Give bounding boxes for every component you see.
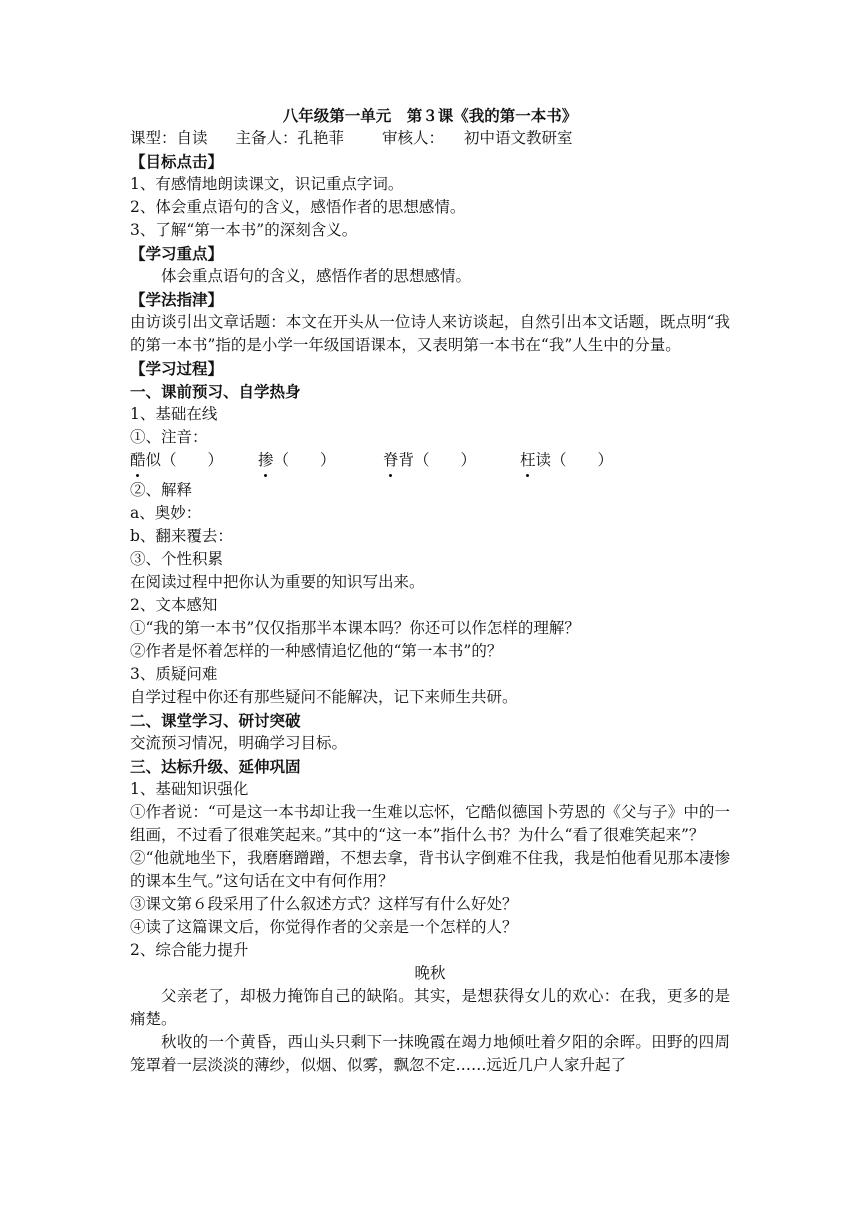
goal-item: 2、体会重点语句的含义，感悟作者的思想感情。 <box>130 198 466 216</box>
dotted-char: 掺 <box>258 449 274 472</box>
goal-item: 1、有感情地朗读课文，识记重点字词。 <box>130 175 404 193</box>
section2-text: 交流预习情况，明确学习目标。 <box>130 734 348 752</box>
focus-text: 体会重点语句的含义，感悟作者的思想感情。 <box>161 267 472 285</box>
doubt-text: 自学过程中你还有那些疑问不能解决，记下来师生共研。 <box>130 688 518 706</box>
section2-heading: 二、课堂学习、研讨突破 <box>130 711 301 730</box>
section3-heading: 三、达标升级、延伸巩固 <box>130 757 301 776</box>
accumulate-text: 在阅读过程中把你认为重要的知识写出来。 <box>130 573 425 591</box>
pinyin-blank: 似（ ） <box>145 451 224 469</box>
lesson-meta <box>130 127 730 150</box>
accumulate-label: ③、个性积累 <box>130 550 224 568</box>
doubt-label: 3、质疑问难 <box>130 665 218 683</box>
method-text: 由访谈引出文章话题：本文在开头从一位诗人来访谈起，自然引出本文话题，既点明“我的第一本书”指的是小学一年级国语课本，又表明第一本书在“我”人生中的分量。 <box>130 313 730 354</box>
lesson-reviewer: 初中语文教研室 <box>464 129 573 147</box>
dotted-char: 脊 <box>383 449 399 472</box>
pinyin-blank: （ ） <box>273 451 336 469</box>
goals-heading: 【目标点击】 <box>130 152 224 171</box>
method-heading: 【学法指津】 <box>130 290 224 309</box>
pinyin-blank: 读（ ） <box>535 451 614 469</box>
section3-basics: 1、基础知识强化 <box>130 780 249 798</box>
basics-label: 1、基础在线 <box>130 405 218 423</box>
reading-paragraph: 秋收的一个黄昏，西山头只剩下一抹晚霞在竭力地倾吐着夕阳的余晖。田野的四周笼罩着一层淡淡的薄纱，似烟、似雾，飘忽不定……远近几户人家升起了 <box>130 1033 730 1074</box>
lesson-preparer: 主备人：孔艳菲 <box>235 129 345 147</box>
pinyin-item <box>258 449 336 472</box>
pinyin-item <box>130 449 223 472</box>
explain-item: a、奥妙： <box>130 504 202 522</box>
lesson-type: 课型：自读 <box>130 129 208 147</box>
lesson-reviewer-label: 审核人： <box>382 129 445 147</box>
dotted-char: 酷 <box>130 449 146 472</box>
section3-question: ①作者说：“可是这一本书却让我一生难以忘怀，它酷似德国卜劳恩的《父与子》中的一组画，不过看了很难笑起来。”其中的“这一本”指什么书？为什么“看了很难笑起来”？ <box>130 803 730 844</box>
section3-question: ③课文第６段采用了什么叙述方式？这样写有什么好处？ <box>130 895 518 913</box>
section1-heading: 一、课前预习、自学热身 <box>130 382 301 401</box>
worksheet-page <box>130 104 730 1077</box>
focus-heading: 【学习重点】 <box>130 244 224 263</box>
reading-title: 晚秋 <box>414 964 446 982</box>
goal-item: 3、了解“第一本书”的深刻含义。 <box>130 221 358 239</box>
reading-paragraph: 父亲老了，却极力掩饰自己的缺陷。其实，是想获得女儿的欢心：在我，更多的是痛楚。 <box>130 987 730 1028</box>
pinyin-label: ①、注音： <box>130 428 208 446</box>
process-heading: 【学习过程】 <box>130 359 224 378</box>
perceive-question: ①“我的第一本书”仅仅指那半本课本吗？你还可以作怎样的理解？ <box>130 619 580 637</box>
perceive-question: ②作者是怀着怎样的一种感情追忆他的“第一本书”的？ <box>130 642 503 660</box>
pinyin-item <box>383 449 476 472</box>
explain-item: b、翻来覆去： <box>130 527 233 545</box>
section3-question: ②“他就地坐下，我磨磨蹭蹭，不想去拿，背书认字倒难不住我，我是怕他看见那本凄惨的课本生气。”这句话在文中有何作用？ <box>130 849 730 890</box>
ability-label: 2、综合能力提升 <box>130 941 249 959</box>
section3-question: ④读了这篇课文后，你觉得作者的父亲是一个怎样的人？ <box>130 918 518 936</box>
lesson-title: 八年级第一单元 第３课《我的第一本书》 <box>282 106 578 125</box>
pinyin-item <box>520 449 613 472</box>
pinyin-row <box>130 449 730 479</box>
pinyin-blank: 背（ ） <box>398 451 477 469</box>
perceive-label: 2、文本感知 <box>130 596 218 614</box>
dotted-char: 枉 <box>520 449 536 472</box>
explain-label: ②、解释 <box>130 481 193 499</box>
